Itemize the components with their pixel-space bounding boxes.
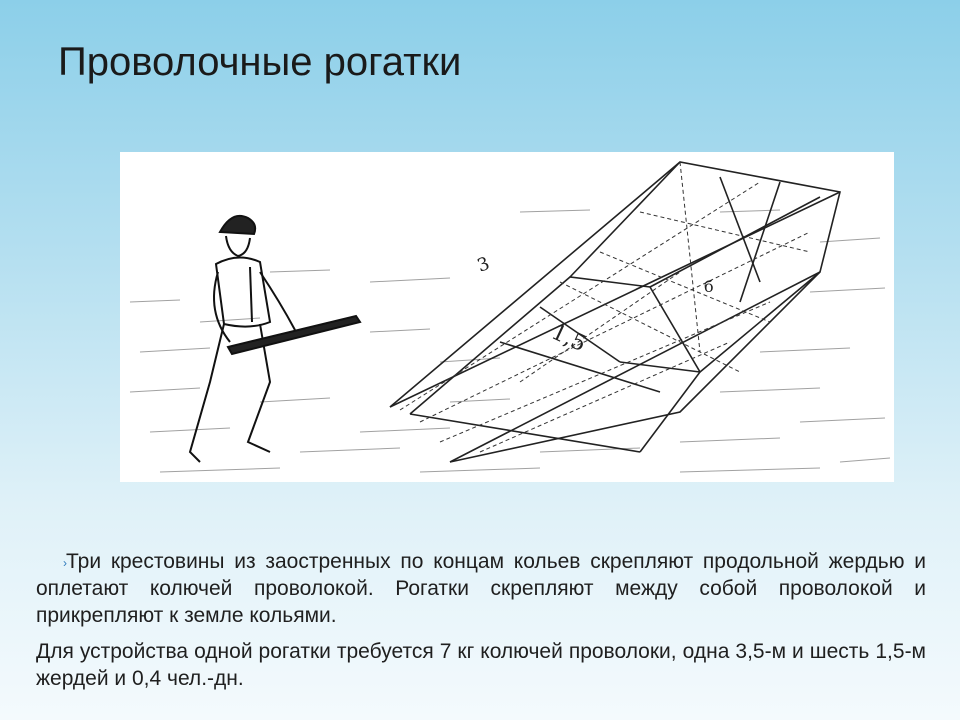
barbed-wire-obstacle-illustration	[120, 152, 894, 482]
dimension-label-b: б	[704, 277, 714, 296]
ground-hatching	[130, 210, 890, 472]
dimension-label-1-5: 1,5	[547, 319, 590, 358]
paragraph-1-text: Три крестовины из заостренных по концам кольев скрепляют продольной жердью и оплетают колючей проволокой. Рогатки скрепляют между собой проволокой и прикрепляют к земле кольями.	[36, 550, 926, 627]
soldier-figure	[190, 216, 360, 462]
body-text	[36, 548, 926, 701]
slide-title: Проволочные рогатки	[58, 40, 462, 84]
paragraph-1	[36, 548, 926, 629]
paragraph-2: Для устройства одной рогатки требуется 7 кг колючей проволоки, одна 3,5-м и шесть 1,5-м жердей и 0,4 чел.-дн.	[36, 640, 926, 690]
dimension-label-3: 3	[474, 253, 493, 277]
barbed-wire-strands	[400, 162, 810, 452]
bullet-arrow-icon: ›	[63, 556, 67, 570]
obstacle-frame	[390, 162, 840, 462]
